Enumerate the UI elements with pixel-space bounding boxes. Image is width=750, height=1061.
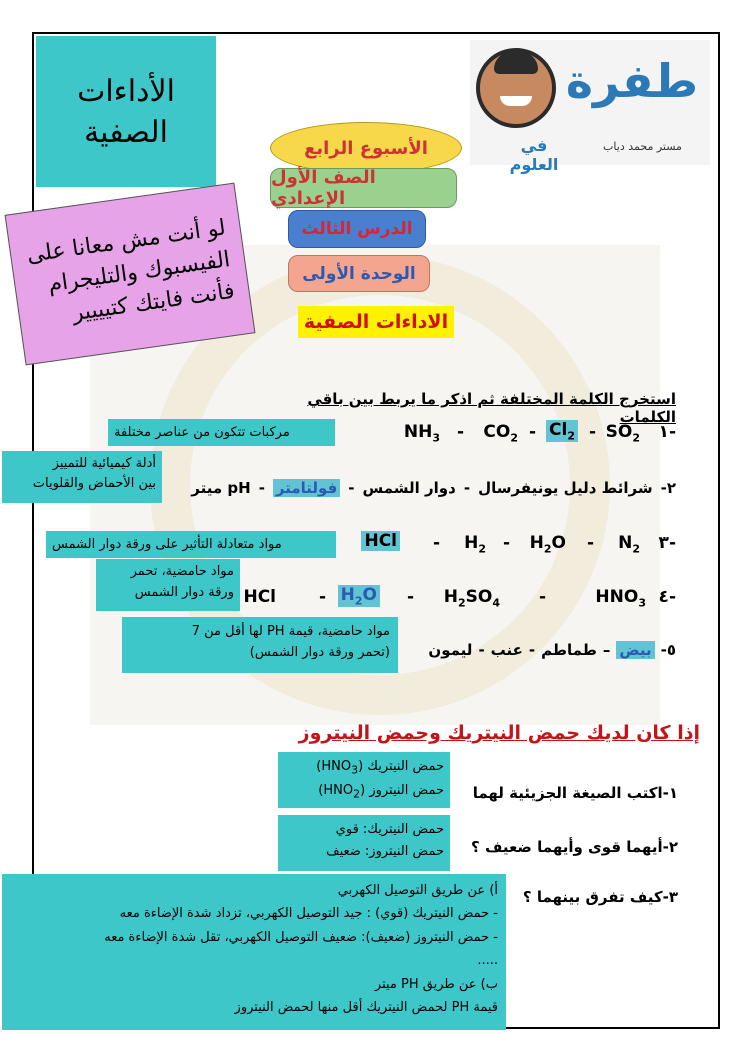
grade-badge — [270, 168, 457, 208]
q2-answer: أدلة كيميائية للتمييز بين الأحماض والقلويات — [2, 451, 162, 503]
unit-label: الوحدة الأولى — [302, 263, 416, 284]
title-line-2: الصفية — [84, 114, 168, 150]
unit-badge — [288, 255, 430, 292]
lesson-label: الدرس الثالث — [301, 219, 413, 239]
topic-badge — [298, 306, 454, 338]
s2-answer-3-line-6: قيمة PH لحمض النيتريك أقل منها لحمض النيتروز — [234, 999, 498, 1015]
q1-word-cl2: $Cl_2$ — [546, 420, 578, 442]
q1-word-so2: $SO_2$ — [605, 422, 640, 445]
q2-word-1: شرائط دليل يونيفرسال — [478, 479, 653, 497]
section2-heading: إذا كان لديك حمض النيتريك وحمض النيتروز — [298, 722, 700, 744]
q4-word-h2o: $H_2O$ — [338, 585, 380, 607]
s2-answer-3-line-4: ..... — [477, 953, 498, 969]
q2-word-4: pH ميتر — [191, 479, 251, 497]
q5-word-4: ليمون — [428, 641, 473, 659]
question-1-row — [340, 420, 676, 446]
q3-number: ٣- — [658, 533, 676, 553]
q4-word-h2so4: $H_2SO_4$ — [443, 587, 500, 610]
s2-answer-1: حمض النيتريك $(HNO_3)$ حمض النيتروز $(HNO_2)$ — [278, 752, 450, 808]
q5-word-2: طماطم — [541, 641, 597, 659]
s2-answer-3 — [2, 874, 506, 1030]
s2-answer-3-line-3: - حمض النيتروز (ضعيف): ضعيف التوصيل الكهربي، تقل شدة الإضاءة معه — [104, 929, 498, 945]
q3-word-n2: $N_2$ — [618, 533, 640, 556]
question-2-row: ٢- شرائط دليل يونيفرسال - دوار الشمس - فولتامتر - pH ميتر — [191, 479, 676, 497]
lesson-badge — [288, 210, 426, 248]
promo-text: لو أنت مش معانا على الفيسبوك والتليجرام فأنت فايتك كتيييير — [25, 215, 237, 327]
teacher-avatar — [476, 48, 556, 128]
q1-number: ١- — [658, 422, 676, 442]
q4-number: ٤- — [658, 587, 676, 607]
week-label: الأسبوع الرابع — [304, 137, 428, 159]
s2-question-1: ١-اكتب الصيغة الجزيئية لهما — [472, 784, 678, 802]
s2-answer-3-line-1: أ) عن طريق التوصيل الكهربي — [337, 883, 498, 898]
brand-logo — [470, 40, 710, 174]
q5-answer: مواد حامضية، قيمة PH لها أقل من 7 (تحمر ورقة دوار الشمس) — [122, 617, 398, 673]
grade-label: الصف الأول الإعدادي — [271, 167, 376, 209]
q4-word-hcl: HCl — [243, 587, 276, 607]
s2-answer-3-line-2: - حمض النيتريك (قوي) : جيد التوصيل الكهربي، تزداد شدة الإضاءة معه — [119, 906, 498, 922]
title-line-1: الأداءات — [77, 73, 175, 109]
q1-sep-1: - — [588, 422, 596, 442]
q1-sep-3: - — [456, 422, 464, 442]
question-4-row: ٤- $HNO_3$ - $H_2SO_4$ - $H_2O$ - HCl — [243, 585, 676, 610]
question-5-row: ٥- بيض – طماطم - عنب - ليمون — [428, 641, 676, 659]
q1-sep-2: - — [528, 422, 536, 442]
s2-answer-2: حمض النيتريك: قوي حمض النيتروز: ضعيف — [278, 815, 450, 871]
topic-label: الاداءات الصفية — [303, 311, 449, 333]
q2-word-2: دوار الشمس — [362, 479, 456, 497]
q2-number: ٢- — [660, 479, 676, 497]
q2-word-3: فولتامتر — [273, 479, 340, 497]
s2-question-3: ٣-كيف تفرق بينهما ؟ — [522, 888, 678, 906]
q1-word-nh3: $NH_3$ — [403, 422, 440, 445]
s2-question-2: ٢-أيهما قوى وأيهما ضعيف ؟ — [471, 838, 678, 856]
q3-word-h2o: $H_2O$ — [529, 533, 566, 556]
brand-subtitle: في العلوم — [509, 136, 559, 174]
section1-heading: استخرج الكلمة المختلفة ثم اذكر ما يربط بين باقي الكلمات — [307, 390, 676, 426]
q3-word-h2: $H_2$ — [464, 533, 486, 556]
promo-note — [5, 183, 256, 366]
q1-word-co2: $CO_2$ — [483, 422, 518, 445]
q5-number: ٥- — [660, 641, 676, 659]
q1-answer: مركبات تتكون من عناصر مختلفة — [108, 419, 335, 446]
q4-word-hno3: $HNO_3$ — [595, 587, 646, 610]
q3-word-hcl: HCl — [361, 531, 400, 551]
q5-word-1: بيض — [616, 641, 654, 659]
q4-answer: مواد حامضية، تحمر ورقة دوار الشمس — [96, 559, 240, 611]
q3-answer: مواد متعادلة التأثير على ورقة دوار الشمس — [46, 531, 336, 558]
s2-answer-3-line-5: ب) عن طريق PH ميتر — [374, 976, 498, 992]
brand-name: طفرة — [565, 54, 699, 108]
teacher-name: مستر محمد دياب — [603, 140, 682, 153]
q5-word-3: عنب — [490, 641, 523, 659]
question-3-row: ٣- $N_2$ - $H_2O$ - $H_2$ - HCl — [340, 530, 676, 558]
title-box — [36, 36, 216, 187]
